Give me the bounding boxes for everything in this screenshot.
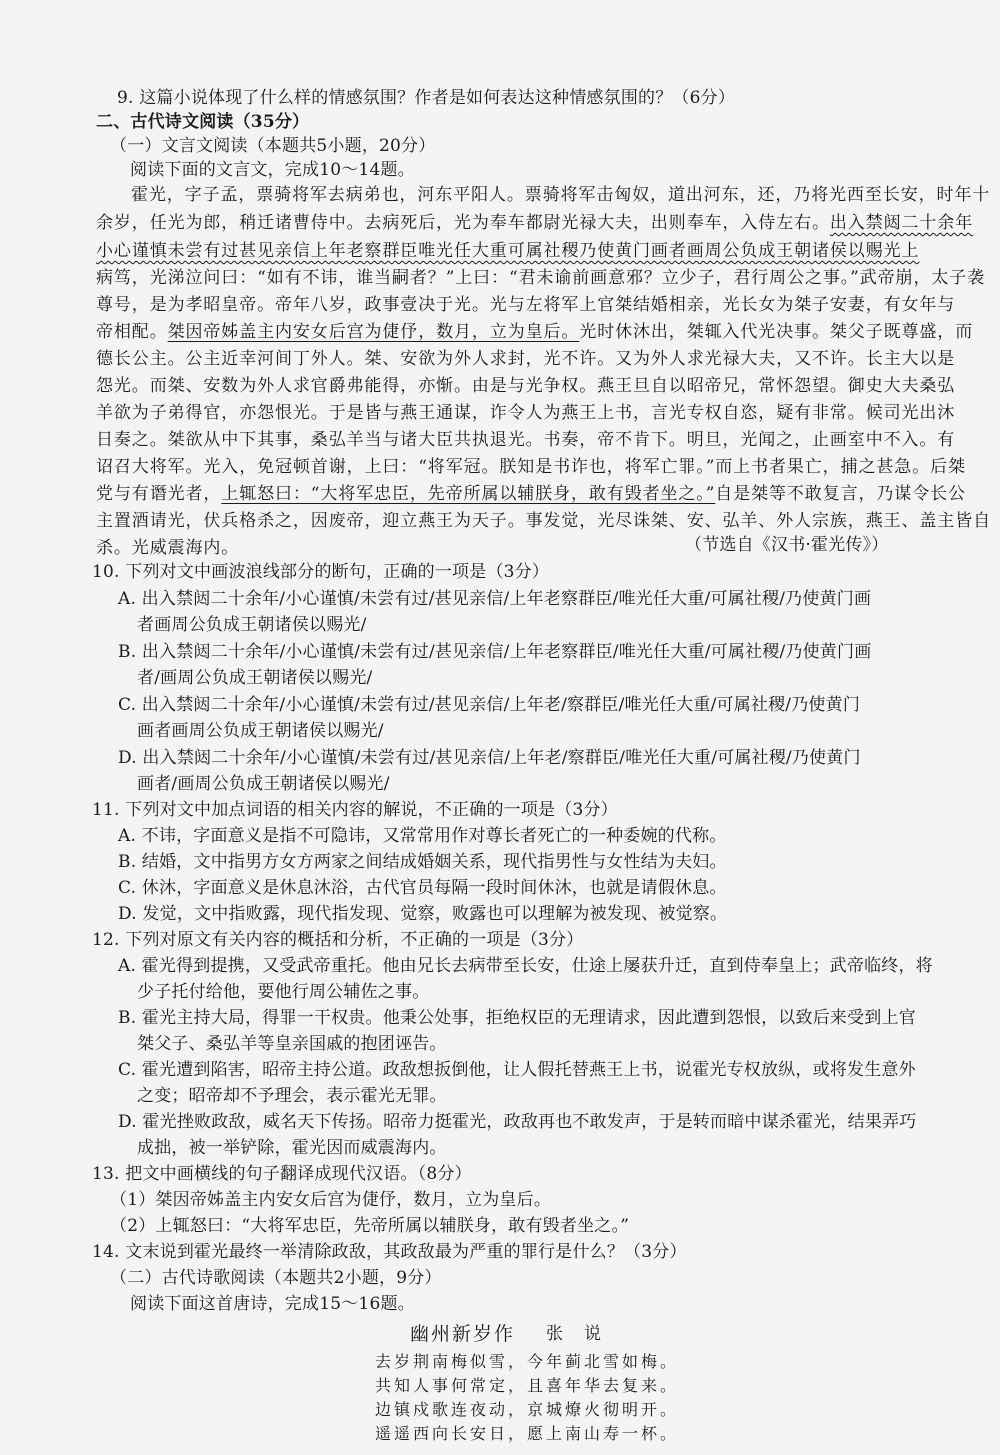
question-14: 14. 文末说到霍光最终一举清除政敌，其政敌最为严重的罪行是什么？（3分） (92, 1242, 687, 1262)
passage-text: 党与有谮光者， (96, 484, 222, 504)
option-12a-cont: 少子托付给他，要他行周公辅佐之事。 (137, 982, 430, 1002)
passage-line (96, 239, 919, 263)
passage-line: 杀。光威震海内。 (96, 538, 240, 558)
underlined-sentence-1: 桀因帝姊盖主内安女后宫为倢伃，数月，立为皇后。 (167, 322, 580, 342)
passage-line (96, 320, 973, 344)
subsection-classical-prose: （一）文言文阅读（本题共5小题，20分） (110, 136, 436, 156)
passage-source: （节选自《汉书·霍光传》） (685, 535, 889, 555)
passage-line: 羊欲为子弟得官，亦怨恨光。于是皆与燕王通谋，诈令人为燕王上书，言光专权自恣，疑有非常。候司光出沐 (96, 403, 956, 423)
option-10b-cont: 者/画周公负成王朝诸侯以赐光/ (137, 668, 373, 688)
passage-line (96, 211, 973, 235)
poem-line-3: 边镇戍歌连夜动，京城燎火彻明开。 (375, 1400, 680, 1419)
wavy-underlined-text: 小心谨慎未尝有过甚见亲信上年老察群臣唯光任大重可属社稷乃使黄门画者画周公负成王朝诸侯以赐光上 (96, 241, 920, 261)
option-12c: C. 霍光遭到陷害，昭帝主持公道。政敌想扳倒他，让人假托替燕王上书，说霍光专权放纵，或将发生意外 (118, 1060, 916, 1080)
option-12b: B. 霍光主持大局，得罪一干权贵。他秉公处事，拒绝权臣的无理请求，因此遭到怨恨，以致后来受到上官 (118, 1008, 916, 1028)
option-12d: D. 霍光挫败政敌，威名天下传扬。昭帝力挺霍光，政敌再也不敢发声，于是转而暗中谋杀霍光，结果弄巧 (118, 1112, 917, 1132)
option-10c: C. 出入禁闼二十余年/小心谨慎/未尝有过/甚见亲信/上年老/察群臣/唯光任大重/可属社稷/乃使黄门 (118, 695, 861, 715)
passage-text: 光时休沐出，桀辄入代光决事。桀父子既尊盛，而 (579, 322, 974, 342)
wavy-underlined-text: 出入禁闼二十余年 (829, 213, 974, 233)
passage-text: 余岁，任光为郎，稍迁诸曹侍中。去病死后，光为奉车都尉光禄大夫，出则奉车，入侍左右。 (96, 213, 830, 233)
question-12: 12. 下列对原文有关内容的概括和分析，不正确的一项是（3分） (92, 930, 584, 950)
translate-sentence-2: （2）上辄怒曰：“大将军忠臣，先帝所属以辅朕身，敢有毁者坐之。” (110, 1216, 630, 1236)
option-10b: B. 出入禁闼二十余年/小心谨慎/未尝有过/甚见亲信/上年老察群臣/唯光任大重/可属社稷/乃使黄门画 (118, 642, 872, 662)
passage-text: 帝相配。 (96, 322, 168, 342)
passage-line: 病笃，光涕泣问曰：“如有不讳，谁当嗣者？”上曰：“君未谕前画意邪？立少子，君行周公之事。”武帝崩，太子袭 (96, 268, 986, 288)
option-10a: A. 出入禁闼二十余年/小心谨慎/未尝有过/甚见亲信/上年老察群臣/唯光任大重/可属社稷/乃使黄门画 (118, 589, 872, 609)
option-12c-cont: 之变；昭帝却不予理会，表示霍光无罪。 (137, 1086, 447, 1106)
poem-line-4: 遥遥西向长安日，愿上南山寿一杯。 (375, 1424, 680, 1443)
passage-line (96, 482, 966, 506)
subsection-poetry: （二）古代诗歌阅读（本题共2小题，9分） (110, 1268, 442, 1288)
option-11c: C. 休沐，字面意义是休息沐浴，古代官员每隔一段时间休沐，也就是请假休息。 (118, 878, 727, 898)
passage-line: 怨光。而桀、安数为外人求官爵弗能得，亦惭。由是与光争权。燕王旦自以昭帝兄，常怀怨望。御史大夫桑弘 (96, 376, 956, 396)
option-11b: B. 结婚，文中指男方女方两家之间结成婚姻关系，现代指男性与女性结为夫妇。 (118, 852, 727, 872)
poem-line-1: 去岁荆南梅似雪，今年蓟北雪如梅。 (375, 1352, 680, 1371)
poem-title: 幽州新岁作 (410, 1323, 516, 1345)
instruction-poetry: 阅读下面这首唐诗，完成15～16题。 (130, 1294, 415, 1314)
option-12b-cont: 桀父子、桑弘羊等皇亲国戚的抱团诬告。 (137, 1034, 447, 1054)
passage-line: 尊号，是为孝昭皇帝。帝年八岁，政事壹决于光。光与左将军上官桀结婚相亲，光长女为桀子安妻，有女年与 (96, 295, 956, 315)
question-13: 13. 把文中画横线的句子翻译成现代汉语。（8分） (92, 1164, 472, 1184)
question-9: 9. 这篇小说体现了什么样的情感氛围？作者是如何表达这种情感氛围的？（6分） (117, 88, 736, 108)
passage-line: 霍光，字子孟，票骑将军去病弟也，河东平阳人。票骑将军击匈奴，道出河东，还，乃将光西至长安，时年十 (131, 185, 991, 205)
option-10d-cont: 画者/画周公负成王朝诸侯以赐光/ (137, 774, 390, 794)
option-12a: A. 霍光得到提携，又受武帝重托。他由兄长去病带至长安，仕途上屡获升迁，直到侍奉皇上；武帝临终，将 (118, 956, 933, 976)
passage-line: 德长公主。公主近幸河间丁外人。桀、安欲为外人求封，光不许。又为外人求光禄大夫，又不许。长主大以是 (96, 349, 956, 369)
question-11: 11. 下列对文中加点词语的相关内容的解说，不正确的一项是（3分） (92, 800, 618, 820)
instruction-prose: 阅读下面的文言文，完成10～14题。 (130, 160, 415, 180)
option-11d: D. 发觉，文中指败露，现代指发现、觉察，败露也可以理解为被发现、被觉察。 (118, 904, 728, 924)
poem-author: 张 说 (546, 1324, 603, 1344)
passage-line: 诏召大将军。光入，免冠顿首谢，上曰：“将军冠。朕知是书诈也，将军亡罪。”而上书者果亡，捕之甚急。后桀 (96, 457, 966, 477)
passage-line: 日奏之。桀欲从中下其事，桑弘羊当与诸大臣共执退光。书奏，帝不肯下。明旦，光闻之，止画室中不入。有 (96, 430, 956, 450)
poem-line-2: 共知人事何常定，且喜年华去复来。 (375, 1376, 680, 1395)
underlined-sentence-2: 上辄怒曰：“大将军忠臣，先帝所属以辅朕身，敢有毁者坐之。” (221, 484, 716, 504)
question-10: 10. 下列对文中画波浪线部分的断句，正确的一项是（3分） (92, 562, 550, 582)
translate-sentence-1: （1）桀因帝姊盖主内安女后宫为倢伃，数月，立为皇后。 (110, 1190, 552, 1210)
option-10c-cont: 画者画周公负成王朝诸侯以赐光/ (137, 721, 384, 741)
passage-line: 主置酒请光，伏兵格杀之，因废帝，迎立燕王为天子。事发觉，光尽诛桀、安、弘羊、外人宗族，燕王、盖主皆自 (96, 511, 991, 531)
passage-text: 自是桀等不敢复言，乃谋令长公 (715, 484, 966, 504)
option-10d: D. 出入禁闼二十余年/小心谨慎/未尝有过/甚见亲信/上年老/察群臣/唯光任大重/可属社稷/乃使黄门 (118, 748, 861, 768)
option-12d-cont: 成拙，被一举铲除，霍光因而威震海内。 (137, 1138, 447, 1158)
option-10a-cont: 者画周公负成王朝诸侯以赐光/ (137, 615, 367, 635)
section-title-classical: 二、古代诗文阅读（35分） (96, 112, 310, 132)
option-11a: A. 不讳，字面意义是指不可隐讳，又常常用作对尊长者死亡的一种委婉的代称。 (118, 826, 727, 846)
